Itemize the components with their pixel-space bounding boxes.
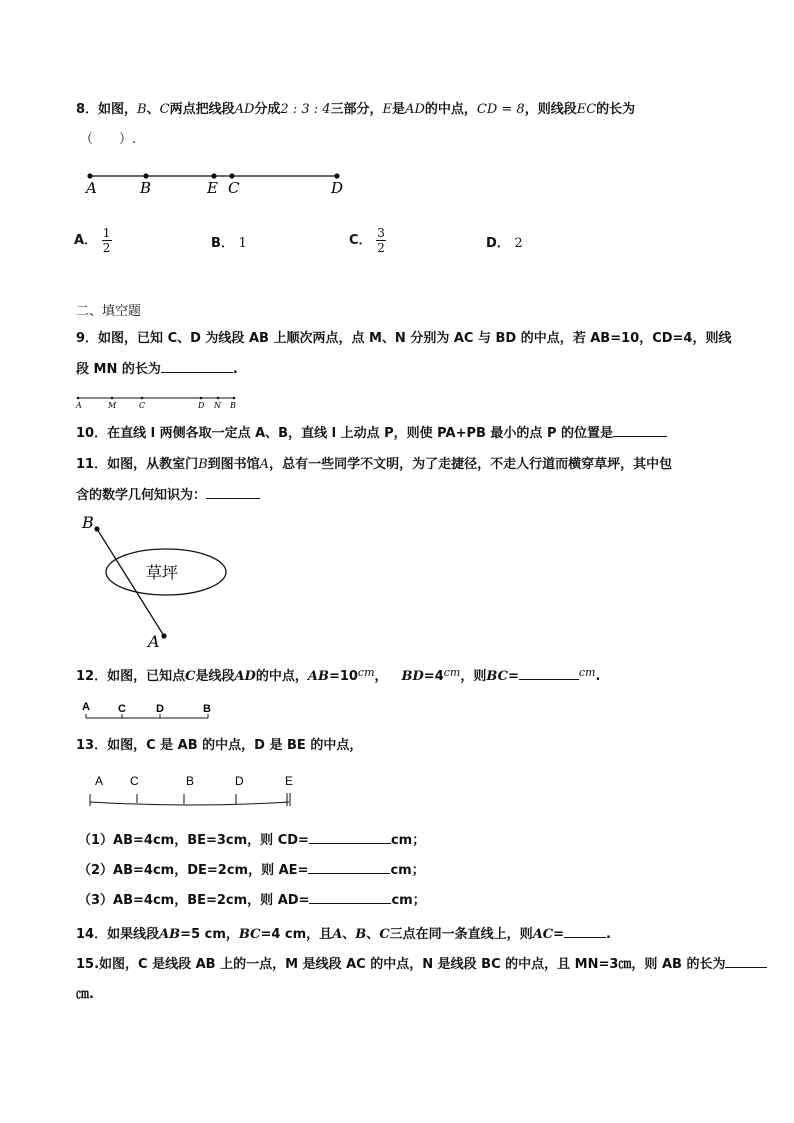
- q8-var-b: B: [137, 102, 147, 117]
- numerator: 3: [377, 226, 385, 240]
- q8-sep: 、: [146, 102, 160, 117]
- q14-sep: 、: [366, 927, 380, 942]
- q12-text: 12．如图，已知点: [76, 669, 186, 684]
- q8-label-b: B: [140, 179, 152, 197]
- q12-text: ，则: [460, 669, 487, 684]
- q9-label-d: D: [198, 401, 205, 410]
- q13-label-c: C: [130, 774, 139, 788]
- q12-var-ab: AB: [307, 669, 329, 684]
- q8-text: 的中点，: [424, 102, 477, 117]
- q8-text: 分成: [254, 102, 281, 117]
- q12-unit: cm: [357, 666, 375, 679]
- q9-end: .: [232, 362, 238, 377]
- q14-answer-blank[interactable]: [564, 925, 606, 938]
- q13-item-text: （1）AB=4cm，BE=3cm，则 CD=: [78, 833, 309, 848]
- q9-label-c: C: [139, 401, 146, 410]
- q14-text: 14．如果线段: [76, 927, 160, 942]
- option-key: C．: [349, 233, 372, 248]
- q8-ratio: 2 : 3 : 4: [280, 102, 331, 117]
- q9-label-n: N: [214, 401, 221, 410]
- q12-label-c: C: [118, 703, 126, 715]
- q14-var-bc: BC: [238, 927, 261, 942]
- q13-segment: [90, 802, 289, 805]
- q13-line: 13．如图，C 是 AB 的中点，D 是 BE 的中点，: [76, 738, 363, 753]
- numerator: 1: [102, 226, 111, 240]
- q12-text: =: [507, 669, 519, 684]
- q8-var-ad: AD: [234, 102, 255, 117]
- q8-text: 两点把线段: [169, 102, 235, 117]
- q14-text: =: [553, 927, 565, 942]
- q8-var-ad: AD: [405, 102, 425, 117]
- q14-var-ac: AC: [532, 927, 554, 942]
- q12-var-bd: BD: [401, 669, 424, 684]
- q12-label-a: A: [82, 701, 90, 713]
- q13-item-text: （2）AB=4cm，DE=2cm，则 AE=: [78, 863, 309, 878]
- q12-text: =4: [423, 669, 444, 684]
- q12-unit: cm: [578, 666, 596, 679]
- q12-var-ad: AD: [234, 669, 256, 684]
- q8-label-a: A: [86, 179, 97, 197]
- q11-label-a: A: [148, 632, 160, 651]
- q8-number: 8．如图，: [76, 102, 138, 117]
- option-key: B．: [211, 236, 234, 251]
- q8-label-e: E: [207, 179, 218, 197]
- q8-label-d: D: [331, 179, 344, 197]
- q13-answer-blank[interactable]: [309, 831, 391, 844]
- q13-label-e: E: [285, 774, 294, 788]
- q8-text: 是: [392, 102, 406, 117]
- q12-end: .: [595, 669, 601, 684]
- q12-var-bc: BC: [486, 669, 508, 684]
- q9-label-b: B: [230, 401, 236, 410]
- q11-text: ，总有一些同学不文明，为了走捷径，不走人行道而横穿草坪，其中包: [269, 457, 673, 472]
- q8-text: ，则线段: [524, 102, 577, 117]
- q12-var-c: C: [185, 669, 196, 684]
- q9-line1: 9．如图，已知 C、D 为线段 AB 上顺次两点，点 M、N 分别为 AC 与 BD 的中点，若 AB=10，CD=4，则线: [76, 331, 732, 346]
- q11-label-b: B: [82, 513, 94, 532]
- q14-var-b: B: [355, 927, 367, 942]
- q9-label-m: M: [108, 401, 117, 410]
- q8-cd-value: CD = 8: [476, 102, 525, 117]
- q13-answer-blank[interactable]: [308, 861, 390, 874]
- q11-var-a: A: [259, 457, 270, 472]
- option-value: 1: [238, 236, 247, 251]
- q12-text: ，: [374, 669, 388, 684]
- q10-text: 10．在直线 l 两侧各取一定点 A、B，直线 l 上动点 P，则使 PA+PB 最小的点 P 的位置是: [76, 426, 614, 441]
- q8-var-e: E: [382, 102, 393, 117]
- q13-label-a: A: [95, 774, 104, 788]
- q14-var-a: A: [332, 927, 343, 942]
- q13-item-3: [78, 891, 426, 910]
- denominator: 2: [102, 241, 111, 255]
- q13-label-b: B: [186, 774, 195, 788]
- q13-label-d: D: [235, 774, 244, 788]
- q14-text: =4 cm，且: [260, 927, 333, 942]
- q13-item-2: [78, 861, 425, 880]
- q11-text: 11．如图，从教室门: [76, 457, 199, 472]
- q11-text: 到图书馆: [207, 457, 260, 472]
- q13-answer-blank[interactable]: [309, 891, 391, 904]
- denominator: 2: [377, 241, 385, 255]
- q8-text: 的长为: [596, 102, 636, 117]
- q14-text: =5 cm，: [180, 927, 239, 942]
- q14-var-ab: AB: [159, 927, 181, 942]
- q11-text: 含的数学几何知识为：: [76, 488, 207, 503]
- q12-text: =10: [328, 669, 358, 684]
- option-key: A．: [74, 233, 98, 248]
- q15-line1: [76, 955, 767, 974]
- q14-text: 三点在同一条直线上，则: [389, 927, 533, 942]
- option-value: 2: [514, 236, 523, 251]
- q13-item-1: [78, 831, 425, 850]
- q13-unit: cm；: [391, 893, 426, 908]
- option-key: D．: [486, 236, 510, 251]
- q15-line2: ㎝.: [76, 987, 94, 1002]
- q15-answer-blank[interactable]: [725, 955, 767, 968]
- q8-var-ec: EC: [576, 102, 597, 117]
- q12-text: 是线段: [195, 669, 235, 684]
- q15-text: 15.如图，C 是线段 AB 上的一点，M 是线段 AC 的中点，N 是线段 BC 的中点，且 MN=3㎝，则 AB 的长为: [76, 957, 726, 972]
- lawn-label: 草坪: [146, 563, 179, 582]
- q14-var-c: C: [379, 927, 390, 942]
- section-title: 二、填空题: [76, 304, 142, 319]
- q8-answer-paren: （ ）.: [80, 132, 137, 147]
- q9-text: 段 MN 的长为: [76, 362, 161, 377]
- q13-item-text: （3）AB=4cm，BE=2cm，则 AD=: [78, 893, 310, 908]
- q13-unit: cm；: [390, 863, 425, 878]
- q14-end: .: [606, 927, 611, 942]
- q13-unit: cm；: [390, 833, 426, 848]
- q12-label-b: B: [203, 703, 211, 715]
- q14-sep: 、: [342, 927, 356, 942]
- q12-unit: cm: [443, 666, 461, 679]
- q9-label-a: A: [76, 401, 82, 410]
- q11-var-b: B: [198, 457, 208, 472]
- q12-label-d: D: [156, 703, 164, 715]
- q12-text: 的中点，: [255, 669, 308, 684]
- q14-line: [76, 925, 611, 944]
- q8-var-c: C: [159, 102, 170, 117]
- q8-label-c: C: [228, 179, 240, 197]
- q8-text: 三部分，: [330, 102, 383, 117]
